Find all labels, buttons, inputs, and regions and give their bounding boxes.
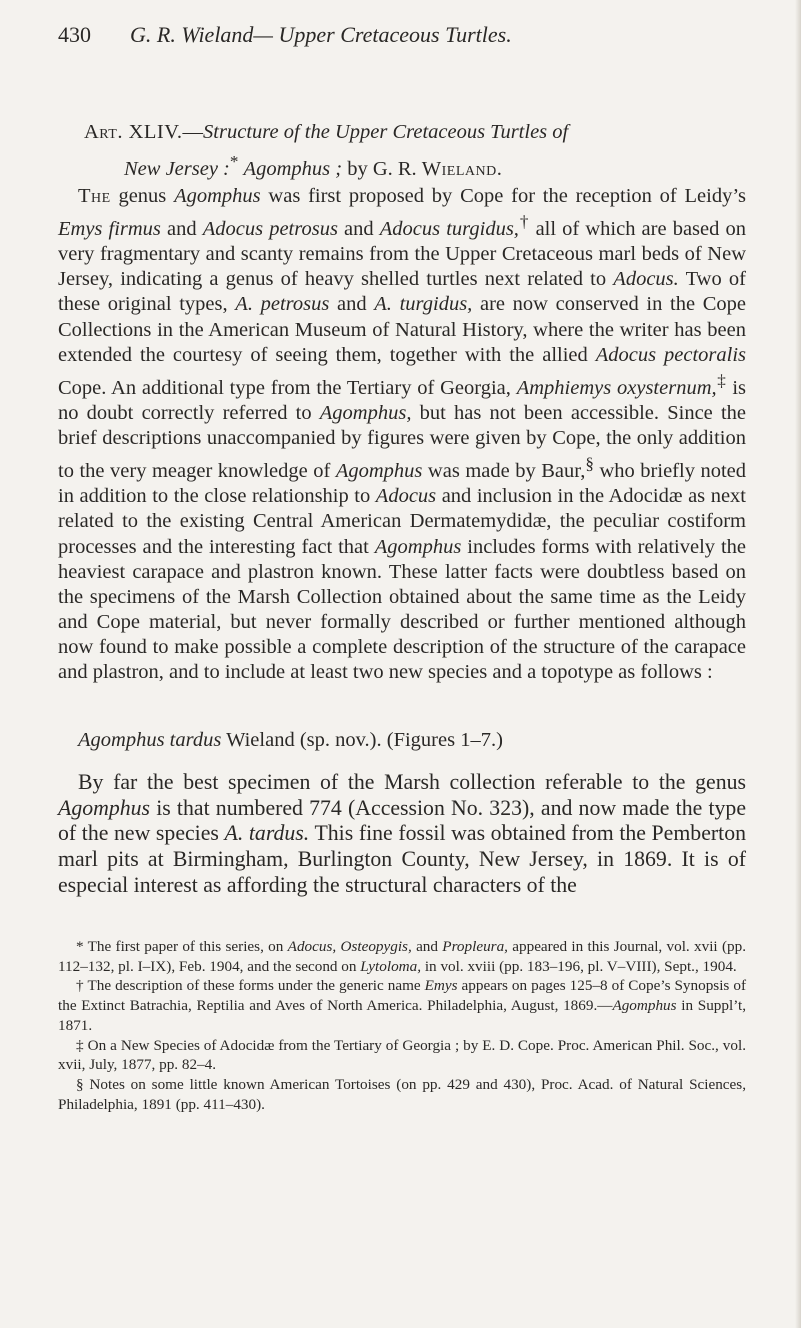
species-name: Agomphus tardus [78, 729, 222, 751]
para1-t12: Adocus. [613, 268, 679, 291]
para1-t26: was made by Baur, [422, 460, 586, 483]
fn1-c: and [411, 938, 443, 955]
para1-t19: Cope. An additional type from the Tertiary of Georgia, [58, 376, 517, 399]
para1-t06: and [160, 217, 203, 240]
footnote-3 [58, 1036, 746, 1075]
para1-t29: Adocus [375, 485, 437, 508]
species-heading [58, 727, 766, 753]
article-dash: — [182, 121, 204, 143]
fn1-e: appeared in this Journal, vol. xvii (pp. 112–132, pl. I–IX), Feb. 1904, and the second on [58, 938, 746, 975]
species-heading-rest: Wieland (sp. nov.). (Figures 1–7.) [221, 729, 503, 751]
para1-t32: includes forms with relatively the heaviest carapace and plastron known. These latter facts were doubtless based on the specimens of the Marsh Collection obtained about the same time as the Leidy and Cope material, but never formally described or further mentioned although now found to make possible a complete description of the structure of the carapace and plastron, and to include at least two new species and a topotype as follows : [58, 535, 746, 684]
para1-t22: is no doubt correctly referred to [58, 376, 746, 424]
footnote-mark-double-dagger: ‡ [716, 370, 727, 390]
para1-t25: Agomphus [335, 460, 423, 483]
fn1-f: Lytoloma, [360, 957, 422, 975]
fn2-a: † The description of these forms under the generic name [76, 977, 425, 995]
footnote-1 [58, 937, 746, 976]
para1-t14: A. petrosus [235, 293, 330, 316]
fn1-d: Propleura, [442, 938, 508, 955]
para1-t23: Agomphus, [319, 401, 412, 424]
footnote-mark-star: * [229, 152, 239, 171]
running-head [58, 22, 618, 48]
para1-t24: but has not been accessible. Since the brief descriptions unaccompanied by figures were given by Cope, the only addition to the very meager knowledge of [58, 401, 746, 483]
article-byline: by G. R. [342, 157, 422, 180]
fn1-g: in vol. xviii (pp. 183–196, pl. V–VIII), Sept., 1904. [421, 957, 737, 975]
para2-t01: By far the best specimen of the Marsh collection referable to the genus [78, 770, 746, 794]
footnote-mark-dagger: † [518, 212, 530, 232]
footnotes [58, 937, 746, 1114]
article-title-text: Structure of the Upper Cretaceous Turtles of [203, 121, 569, 143]
paragraph-intro [58, 184, 746, 685]
para2-t03: is that numbered 774 (Accession No. 323), and now made the type of the new species [58, 795, 746, 846]
footnote-2 [58, 976, 746, 1035]
page-edge-shadow [795, 0, 801, 1328]
fn1-a: * The first paper of this series, on [76, 938, 288, 955]
footnote-4 [58, 1075, 746, 1114]
para1-t28: who briefly noted in addition to the close relationship to [58, 460, 747, 508]
article-title-text-2: New Jersey : [124, 157, 230, 180]
para1-t03: Agomphus [174, 185, 261, 207]
para1-t05: Emys firmus [58, 217, 161, 240]
article-title-genus: Agomphus ; [243, 157, 343, 180]
para1-t20: Amphiemys oxysternum, [516, 376, 717, 399]
para1-t17: are now conserved in the Cope Collections in the American Museum of Natural History, where the writer has been extended the courtesy of seeing them, together with the allied [58, 293, 747, 366]
para1-t04: was first proposed by Cope for the reception of Leidy’s [260, 185, 747, 207]
para1-t16: A. turgidus, [374, 293, 473, 316]
para1-t15: and [329, 293, 375, 316]
running-title: G. R. Wieland— Upper Cretaceous Turtles. [130, 22, 512, 47]
paragraph-species [58, 770, 746, 899]
article-title-line2 [84, 147, 772, 184]
para1-t09: Adocus turgidus, [379, 217, 519, 240]
para1-t30: and inclusion in the Adocidæ as next related to the existing Central American Dermatemydidæ, the peculiar costiform processes and the interesting fact that [58, 485, 746, 558]
fn4-a: § Notes on some little known American Tortoises (on pp. 429 and 430), Proc. Acad. of Natural Sciences, Philadelphia, 1891 (pp. 411–430). [58, 1075, 746, 1113]
para1-t02: genus [110, 185, 175, 207]
article-label: Art. XLIV. [84, 121, 183, 143]
para1-t31: Agomphus [374, 535, 462, 558]
article-author: Wieland. [421, 157, 503, 180]
page-number: 430 [58, 22, 91, 47]
para2-t02: Agomphus [58, 795, 151, 820]
fn2-e: in Suppl’t, 1871. [58, 997, 746, 1034]
para1-t07: Adocus petrosus [202, 217, 338, 240]
fn1-b: Adocus, Osteopygis, [287, 938, 412, 955]
para1-t18: Adocus pectoralis [595, 343, 746, 366]
para2-t05: This fine fossil was obtained from the Pemberton marl pits at Birmingham, Burlington County, New Jersey, in 1869. It is of especial interest as affording the structural characters of the [58, 821, 746, 897]
para1-t08: and [337, 217, 380, 240]
fn2-b: Emys [424, 977, 458, 995]
footnote-mark-section: § [585, 454, 594, 474]
fn3-a: ‡ On a New Species of Adocidæ from the Tertiary of Georgia ; by E. D. Cope. Proc. American Phil. Soc., vol. xvii, July, 1877, pp. 82–4. [58, 1036, 746, 1074]
article-title [58, 118, 772, 184]
para1-t01: The [78, 185, 111, 207]
fn2-c: appears on pages 125–8 of Cope’s Synopsis of the Extinct Batrachia, Reptilia and Aves of North America. Philadelphia, August, 1869.— [58, 977, 746, 1015]
para2-t04: A. tardus. [224, 821, 310, 846]
fn2-d: Agomphus [612, 997, 677, 1015]
para1-t11: all of which are based on very fragmentary and scanty remains from the Upper Cretaceous marl beds of New Jersey, indicating a genus of heavy shelled turtles next related to [58, 217, 746, 291]
para1-t13: Two of these original types, [58, 268, 747, 316]
